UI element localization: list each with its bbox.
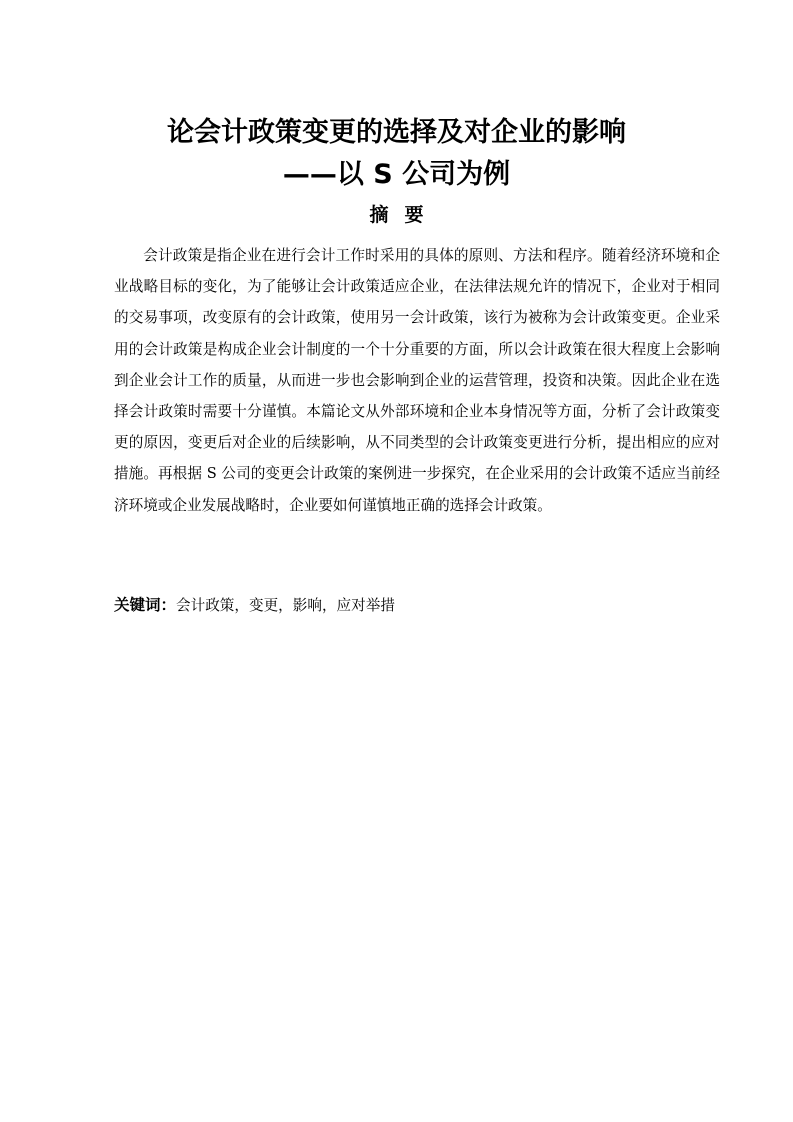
- abstract-heading: 摘要: [369, 204, 440, 226]
- abstract-body: 会计政策是指企业在进行会计工作时采用的具体的原则、方法和程序。随着经济环境和企业战略目标的变化，为了能够让会计政策适应企业，在法律法规允许的情况下，企业对于相同的交易事项，改变原有的会计政策，使用另一会计政策，该行为被称为会计政策变更。企业采用的会计政策是构成企业会计制度的一个十分重要的方面，所以会计政策在很大程度上会影响到企业会计工作的质量，从而进一步也会影响到企业的运营管理，投资和决策。因此企业在选择会计政策时需要十分谨慎。本篇论文从外部环境和企业本身情况等方面，分析了会计政策变更的原因，变更后对企业的后续影响，从不同类型的会计政策变更进行分析，提出相应的应对措施。再根据 S 公司的变更会计政策的案例进一步探究，在企业采用的会计政策不适应当前经济环境或企业发展战略时，企业要如何谨慎地正确的选择会计政策。: [114, 247, 720, 514]
- keywords-text: 会计政策，变更，影响，应对举措: [176, 597, 395, 614]
- keywords-label: 关键词：: [114, 596, 177, 614]
- paper-title: 论会计政策变更的选择及对企业的影响: [167, 117, 626, 148]
- keywords-line: [114, 594, 720, 617]
- paper-subtitle: ——以 S 公司为例: [282, 159, 511, 190]
